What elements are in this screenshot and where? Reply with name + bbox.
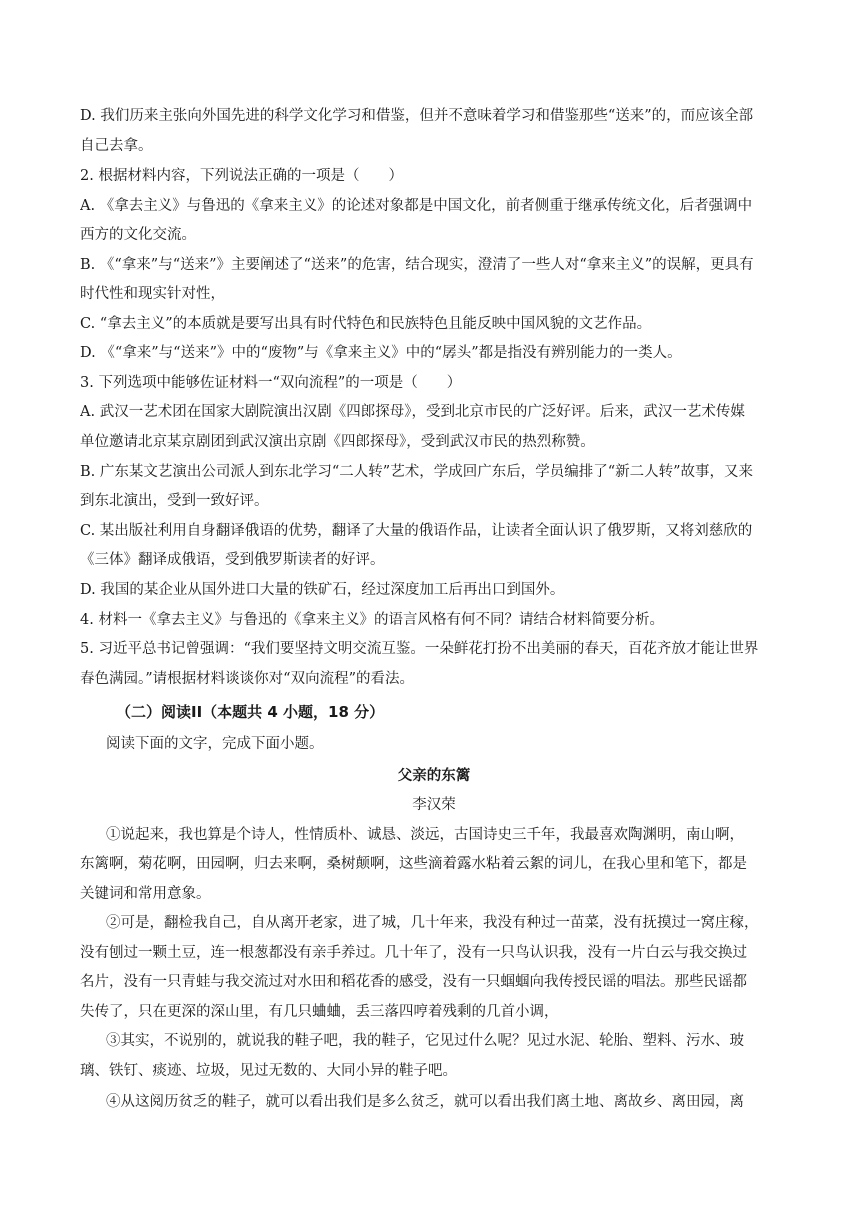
- q3-option-d-line1: D. 我国的某企业从国外进口大量的铁矿石，经过深度加工后再出口到国外。: [80, 582, 565, 598]
- q3-option-a-line1: A. 武汉一艺术团在国家大剧院演出汉剧《四郎探母》，受到北京市民的广泛好评。后来，武汉一艺术传媒: [80, 404, 745, 420]
- paragraph-2-line3: 名片，没有一只青蛙与我交流过对水田和稻花香的感受，没有一只蝈蝈向我传授民谣的唱法。那些民谣都: [80, 974, 747, 990]
- q1-option-d-line2: 自己去拿。: [80, 138, 153, 154]
- paragraph-2-line4: 失传了，只在更深的深山里，有几只蛐蛐，丢三落四哼着残剩的几首小调，: [80, 1004, 559, 1020]
- paragraph-3-line2: 璃、铁钉、痰迹、垃圾，见过无数的、大同小异的鞋子吧。: [80, 1063, 457, 1079]
- q2-option-b-line2: 时代性和现实针对性，: [80, 286, 225, 302]
- article-author: 李汉荣: [412, 797, 456, 813]
- q2-option-a-line1: A. 《拿去主义》与鲁迅的《拿来主义》的论述对象都是中国文化，前者侧重于继承传统文化，后者强调中: [80, 198, 753, 214]
- paragraph-2-line1: ②可是，翻检我自己，自从离开老家，进了城，几十年来，我没有种过一苗菜，没有抚摸过一窝庄稼，: [106, 915, 759, 931]
- q3-option-c-line2: 《三体》翻译成俄语，受到俄罗斯读者的好评。: [80, 552, 385, 568]
- q3-option-a-line2: 单位邀请北京某京剧团到武汉演出京剧《四郎探母》，受到武汉市民的热烈称赞。: [80, 434, 595, 450]
- q1-option-d-line1: D. 我们历来主张向外国先进的科学文化学习和借鉴，但并不意味着学习和借鉴那些“送来”的，而应该全部: [80, 108, 754, 124]
- q2-option-d-line1: D. 《“拿来”与“送来”》中的“废物”与《拿来主义》中的“孱头”都是指没有辨别能力的一类人。: [80, 345, 682, 361]
- q2-option-a-line2: 西方的文化交流。: [80, 227, 196, 243]
- article-title: 父亲的东篱: [397, 768, 471, 784]
- paragraph-1-line2: 东篱啊，菊花啊，田园啊，归去来啊，桑树颠啊，这些滴着露水粘着云絮的词儿，在我心里和笔下，都是: [80, 856, 747, 872]
- q3-stem: 3. 下列选项中能够佐证材料一“双向流程”的一项是（ ）: [80, 375, 462, 391]
- q5-line2: 春色满园。”请根据材料谈谈你对“双向流程”的看法。: [80, 671, 414, 687]
- section-instruction: 阅读下面的文字，完成下面小题。: [106, 736, 324, 752]
- q2-stem: 2. 根据材料内容，下列说法正确的一项是（ ）: [80, 168, 403, 184]
- q2-option-c-line1: C. “拿去主义”的本质就是要写出具有时代特色和民族特色且能反映中国风貌的文艺作品。: [80, 316, 652, 332]
- q2-option-b-line1: B. 《“拿来”与“送来”》主要阐述了“送来”的危害，结合现实，澄清了一些人对“拿来主义”的误解，更具有: [80, 257, 754, 273]
- paragraph-4-line1: ④从这阅历贫乏的鞋子，就可以看出我们是多么贫乏，就可以看出我们离土地、离故乡、离田园，离: [106, 1094, 744, 1110]
- q3-option-b-line2: 到东北演出，受到一致好评。: [80, 493, 269, 509]
- q3-option-b-line1: B. 广东某文艺演出公司派人到东北学习“二人转”艺术，学成回广东后，学员编排了“新二人转”故事，又来: [80, 464, 754, 480]
- paragraph-1-line3: 关键词和常用意象。: [80, 886, 211, 902]
- q4-stem: 4. 材料一《拿去主义》与鲁迅的《拿来主义》的语言风格有何不同？请结合材料简要分析。: [80, 612, 664, 628]
- paragraph-2-line2: 没有刨过一颗土豆，连一根葱都没有亲手养过。几十年了，没有一只鸟认识我，没有一片白云与我交换过: [80, 945, 747, 961]
- section-heading: （二）阅读II（本题共 4 小题，18 分）: [116, 703, 385, 721]
- q3-option-c-line1: C. 某出版社利用自身翻译俄语的优势，翻译了大量的俄语作品，让读者全面认识了俄罗斯，又将刘慈欣的: [80, 523, 753, 539]
- paragraph-3-line1: ③其实，不说别的，就说我的鞋子吧，我的鞋子，它见过什么呢？见过水泥、轮胎、塑料、污水、玻: [106, 1033, 744, 1049]
- q5-line1: 5. 习近平总书记曾强调：“我们要坚持文明交流互鉴。一朵鲜花打扮不出美丽的春天，百花齐放才能让世界: [80, 641, 759, 657]
- paragraph-1-line1: ①说起来，我也算是个诗人，性情质朴、诚恳、淡远，古国诗史三千年，我最喜欢陶渊明，南山啊，: [106, 827, 744, 843]
